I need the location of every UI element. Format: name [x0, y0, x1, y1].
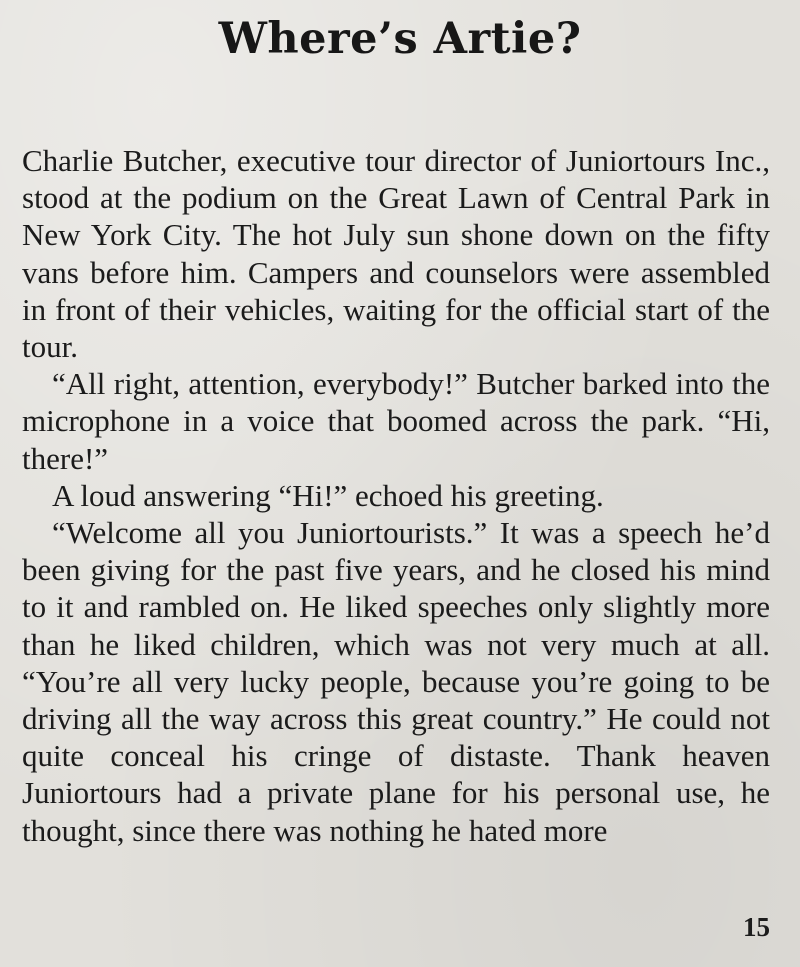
paragraph-3: A loud answering “Hi!” echoed his greeting. [52, 477, 604, 513]
paragraph-4: “Welcome all you Juniortourists.” It was a speech he’d been giving for the past five years, and he closed his mind to it and rambled on. He liked speeches only slightly more than he liked children, which was not very much at all. “You’re all very lucky people, because you’re going to be driving all the way across this great country.” He could not quite conceal his cringe of distaste. Thank heaven Juniortours had a private plane for his personal use, he thought, since there was nothing he hated more [22, 515, 770, 848]
chapter-title: Where’s Artie? [218, 14, 582, 64]
paragraph-2: “All right, attention, everybody!” Butcher barked into the microphone in a voice that boomed across the park. “Hi, there!” [22, 366, 770, 476]
body-text [22, 142, 770, 849]
paragraph-1: Charlie Butcher, executive tour director of Juniortours Inc., stood at the podium on the Great Lawn of Central Park in New York City. The hot July sun shone down on the fifty vans before him. Campers and counselors were assembled in front of their vehicles, waiting for the official start of the tour. [22, 143, 770, 365]
page-number: 15 [743, 912, 770, 942]
